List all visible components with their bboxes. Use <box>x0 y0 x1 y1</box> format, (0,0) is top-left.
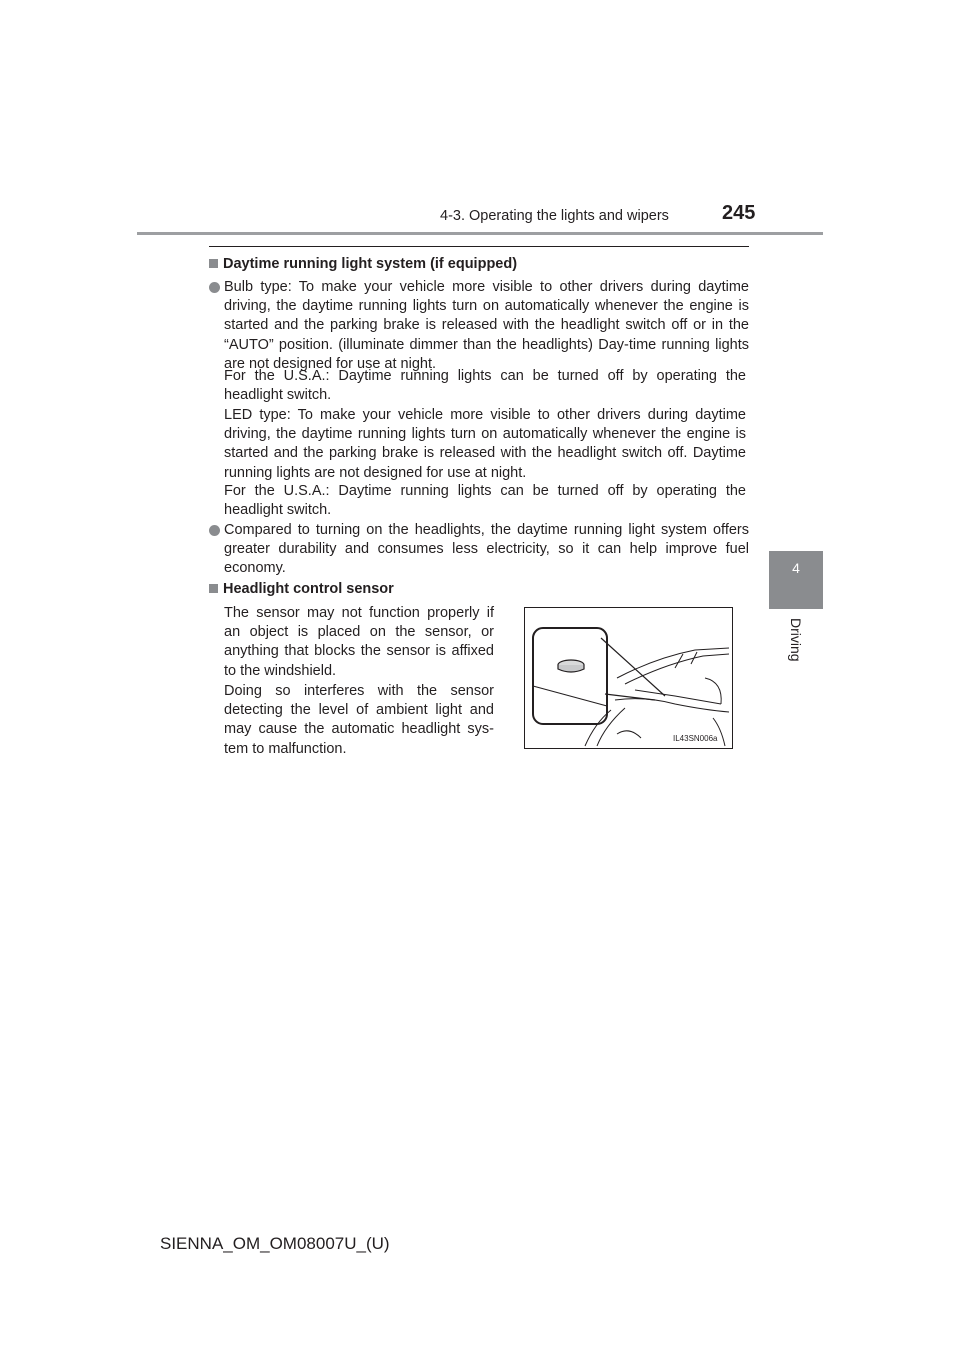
bulb-usa-note: For the U.S.A.: Daytime running lights can be turned off by operating the headlight switch. <box>224 368 746 404</box>
section-rule <box>209 246 749 247</box>
compare-text: Compared to turning on the headlights, the daytime running light system offers greater durability and consumes less electricity, so it can help improve fuel economy. <box>224 522 749 577</box>
header-rule <box>137 232 823 235</box>
square-bullet-icon <box>209 584 218 593</box>
figure-code: IL43SN006a <box>673 734 718 743</box>
page-number: 245 <box>722 202 756 224</box>
bulb-type-text: Bulb type: To make your vehicle more visible to other drivers during daytime driving, the daytime running lights turn on automatically whenever the engine is started and the parking brake is released with the headlight switch off or in the “AUTO” position. (illuminate dimmer than the headlights) Day-time running lights are not designed for use at night. <box>224 279 749 372</box>
led-usa-note: For the U.S.A.: Daytime running lights can be turned off by operating the headlight switch. <box>224 483 746 519</box>
drl-heading <box>209 256 517 272</box>
drl-heading-text: Daytime running light system (if equipped) <box>223 256 518 272</box>
windshield-sensor-illustration <box>525 608 732 748</box>
chapter-label: Driving <box>788 618 804 662</box>
circle-bullet-icon <box>209 282 220 293</box>
circle-bullet-icon <box>209 525 220 536</box>
led-type-text: LED type: To make your vehicle more visible to other drivers during daytime driving, the daytime running lights turn on automatically whenever the engine is started and the parking brake is released with the headlight switch off. Daytime running lights are not designed for use at night. <box>224 407 746 481</box>
square-bullet-icon <box>209 259 218 268</box>
sensor-figure <box>524 607 733 749</box>
sensor-heading-text: Headlight control sensor <box>223 581 394 597</box>
sensor-heading <box>209 581 394 597</box>
chapter-number: 4 <box>792 560 800 576</box>
document-id: SIENNA_OM_OM08007U_(U) <box>160 1234 390 1253</box>
bulb-type-bullet <box>209 278 749 374</box>
compare-bullet <box>209 521 749 579</box>
section-title: 4-3. Operating the lights and wipers <box>440 208 669 224</box>
sensor-text-1: The sensor may not function properly if an object is placed on the sensor, or anything that blocks the sensor is affixed to the windshield. <box>224 605 494 679</box>
sensor-text-2: Doing so interferes with the sensor detecting the level of ambient light and may cause the automatic headlight sys-tem to malfunction. <box>224 683 494 757</box>
